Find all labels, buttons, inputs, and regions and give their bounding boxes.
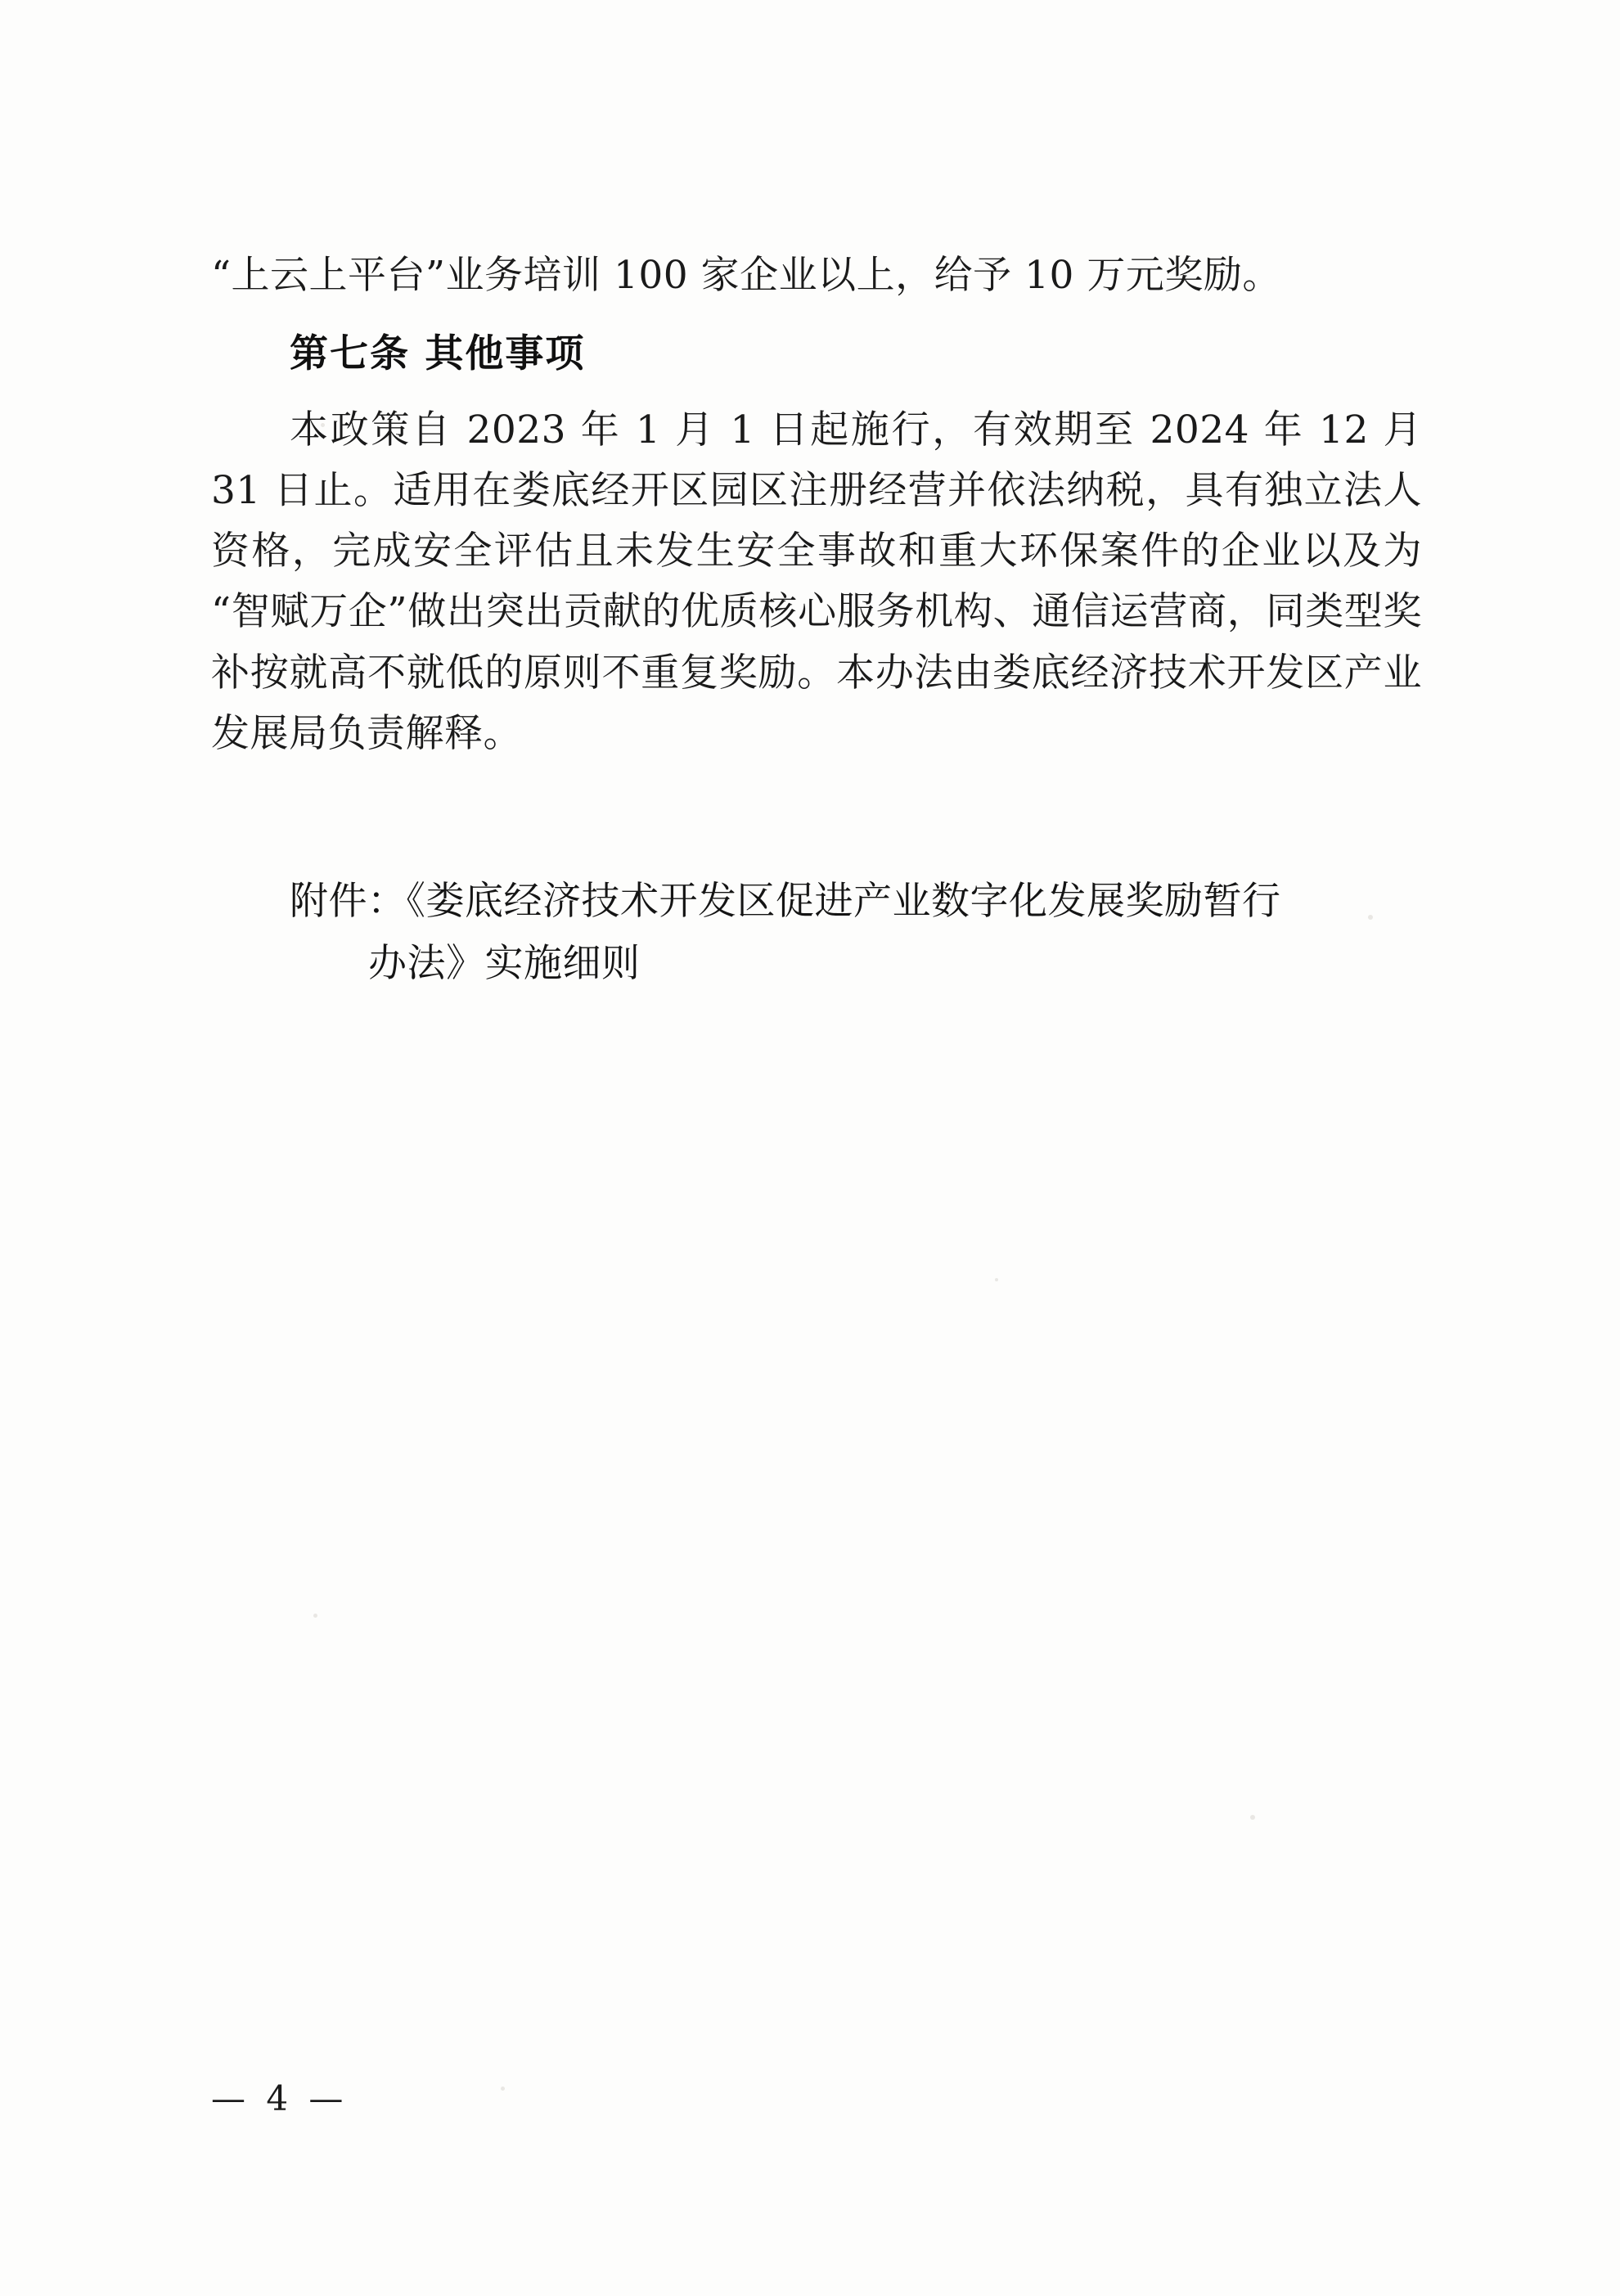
attachment-line-2: 办法》实施细则 <box>368 941 641 987</box>
paper-speck <box>313 1614 317 1618</box>
attachment-block <box>211 871 1422 995</box>
page-number: — 4 — <box>211 2078 349 2118</box>
attachment-line-1: 附件：《娄底经济技术开发区促进产业数字化发展奖励暂行 <box>290 879 1281 924</box>
document-body <box>211 245 1422 995</box>
section-heading-article-seven: 第七条 其他事项 <box>290 331 586 377</box>
section-body <box>211 400 1422 765</box>
paper-speck <box>995 1278 998 1281</box>
paragraph-effective-period: 本政策自 2023 年 1 月 1 日起施行，有效期至 2024 年 12 月 31 日止。适用在娄底经开区园区注册经营并依法纳税，具有独立法人资格，完成安全评估且未发生安全事故和重大环保案件的企业以及为“智赋万企”做出突出贡献的优质核心服务机构、通信运营商，同类型奖补按就高不就低的原则不重复奖励。本办法由娄底经济技术开发区产业发展局负责解释。 <box>211 407 1422 756</box>
paper-speck <box>1250 1815 1255 1820</box>
paragraph-continuation: “上云上平台”业务培训 100 家企业以上，给予 10 万元奖励。 <box>211 253 1281 298</box>
paper-speck <box>501 2087 505 2091</box>
